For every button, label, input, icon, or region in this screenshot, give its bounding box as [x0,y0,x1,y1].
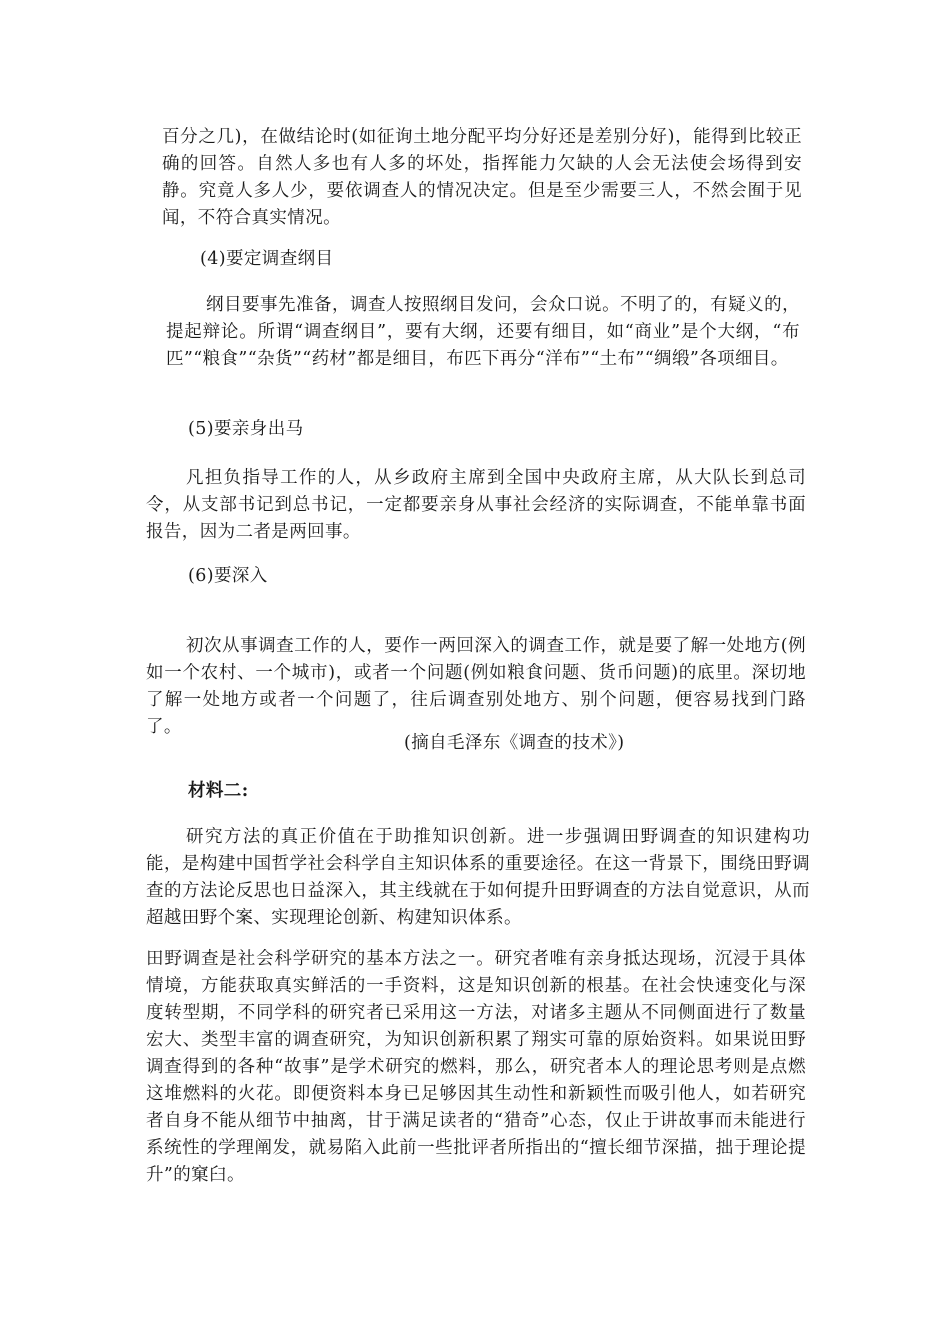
paragraph-in-person: 凡担负指导工作的人，从乡政府主席到全国中央政府主席，从大队长到总司令，从支部书记到总书记，一定都要亲身从事社会经济的实际调查，不能单靠书面报告，因为二者是两回事。 [146,468,806,542]
paragraph-outline: 纲目要事先准备，调查人按照纲目发问，会众口说。不明了的，有疑义的，提起辩论。所谓“调查纲目”，要有大纲，还要有细目，如“商业”是个大纲，“布匹”“粮食”“杂货”“药材”都是细目，布匹下再分“洋布”“土布”“绸缎”各项细目。 [166,295,800,369]
heading-in-person: (5)要亲身出马 [188,419,304,439]
source-citation: (摘自毛泽东《调查的技术》) [404,733,625,753]
material-two-title: 材料二: [188,781,249,801]
heading-outline: (4)要定调查纲目 [200,249,334,269]
material-two-paragraph-1: 研究方法的真正价值在于助推知识创新。进一步强调田野调查的知识建构功能，是构建中国哲学社会科学自主知识体系的重要途径。在这一背景下，围绕田野调查的方法论反思也日益深入，其主线就在于如何提升田野调查的方法自觉意识，从而超越田野个案、实现理论创新、构建知识体系。 [146,827,810,928]
heading-in-depth: (6)要深入 [188,566,268,586]
paragraph-continuation: 百分之几)，在做结论时(如征询土地分配平均分好还是差别分好)，能得到比较正确的回答。自然人多也有人多的坏处，指挥能力欠缺的人会无法使会场得到安静。究竟人多人少，要依调查人的情况决定。但是至少需要三人，不然会囿于见闻，不符合真实情况。 [162,127,802,228]
material-two-paragraph-2: 田野调查是社会科学研究的基本方法之一。研究者唯有亲身抵达现场，沉浸于具体情境，方能获取真实鲜活的一手资料，这是知识创新的根基。在社会快速变化与深度转型期，不同学科的研究者已采用这一方法，对诸多主题从不同侧面进行了数量宏大、类型丰富的调查研究，为知识创新积累了翔实可靠的原始资料。如果说田野调查得到的各种“故事”是学术研究的燃料，那么，研究者本人的理论思考则是点燃这堆燃料的火花。即便资料本身已足够因其生动性和新颖性而吸引他人，如若研究者自身不能从细节中抽离，甘于满足读者的“猎奇”心态，仅止于讲故事而未能进行系统性的学理阐发，就易陷入此前一些批评者所指出的“擅长细节深描，拙于理论提升”的窠臼。 [146,949,806,1185]
paragraph-in-depth: 初次从事调查工作的人，要作一两回深入的调查工作，就是要了解一处地方(例如一个农村、一个城市)，或者一个问题(例如粮食问题、货币问题)的底里。深切地了解一处地方或者一个问题了，往后调查别处地方、别个问题，便容易找到门路了。 [146,636,806,737]
